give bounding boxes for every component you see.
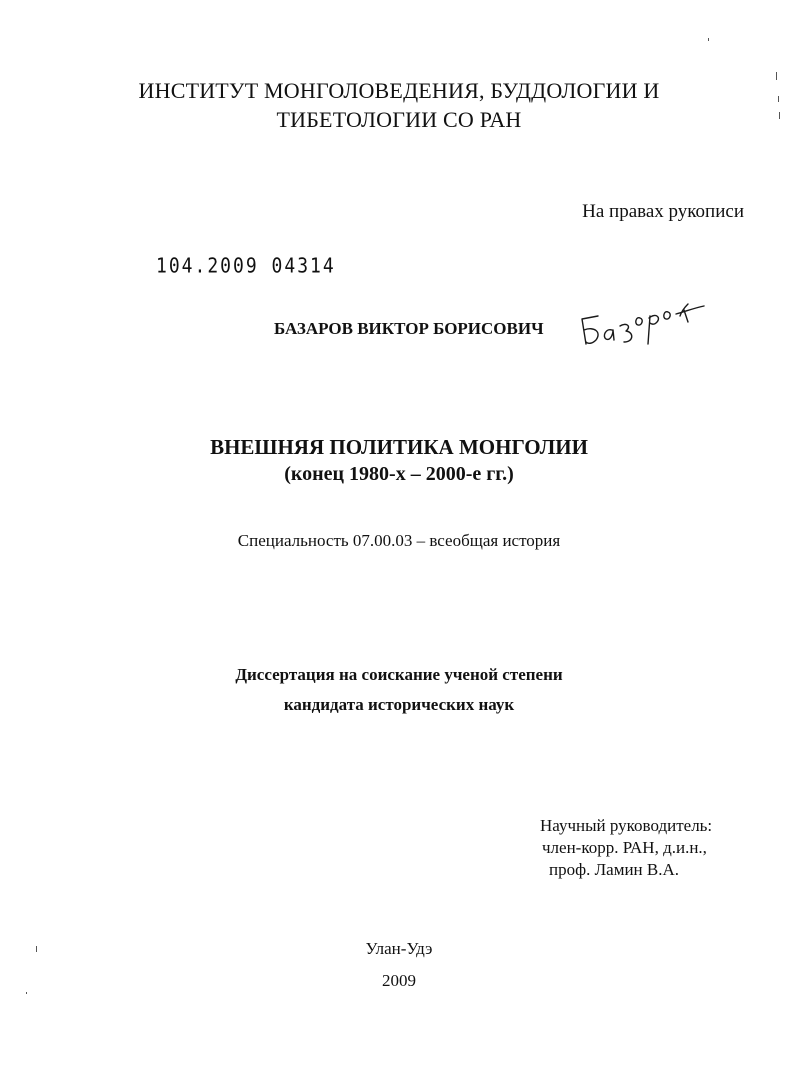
supervisor-block <box>540 815 712 881</box>
city: Улан-Удэ <box>365 939 433 958</box>
institute-line-1: ИНСТИТУТ МОНГОЛОВЕДЕНИЯ, БУДДОЛОГИИ И <box>138 78 660 103</box>
scan-speck <box>779 112 780 119</box>
manuscript-note: На правах рукописи <box>582 201 744 222</box>
archive-stamp-number: 104.2009 04314 <box>156 254 336 279</box>
supervisor-name: проф. Ламин В.А. <box>549 860 680 879</box>
author-name: БАЗАРОВ ВИКТОР БОРИСОВИЧ <box>274 319 544 338</box>
scan-speck <box>776 72 777 80</box>
year: 2009 <box>382 971 416 990</box>
scan-speck <box>708 38 709 41</box>
dissertation-title: ВНЕШНЯЯ ПОЛИТИКА МОНГОЛИИ <box>210 435 588 459</box>
degree-line-1: Диссертация на соискание ученой степени <box>235 665 563 684</box>
supervisor-label: Научный руководитель: <box>540 816 713 835</box>
institute-line-2: ТИБЕТОЛОГИИ СО РАН <box>276 107 522 132</box>
institute-name <box>0 76 798 134</box>
specialty-line: Специальность 07.00.03 – всеобщая история <box>237 531 561 550</box>
dissertation-subtitle: (конец 1980-х – 2000-е гг.) <box>284 463 514 485</box>
scan-speck <box>36 946 37 952</box>
degree-line-2: кандидата исторических наук <box>283 695 515 714</box>
degree-statement <box>0 660 798 720</box>
handwritten-signature <box>576 292 716 356</box>
scan-speck <box>26 992 27 994</box>
supervisor-rank: член-корр. РАН, д.и.н., <box>542 838 707 857</box>
scan-speck <box>778 96 779 102</box>
